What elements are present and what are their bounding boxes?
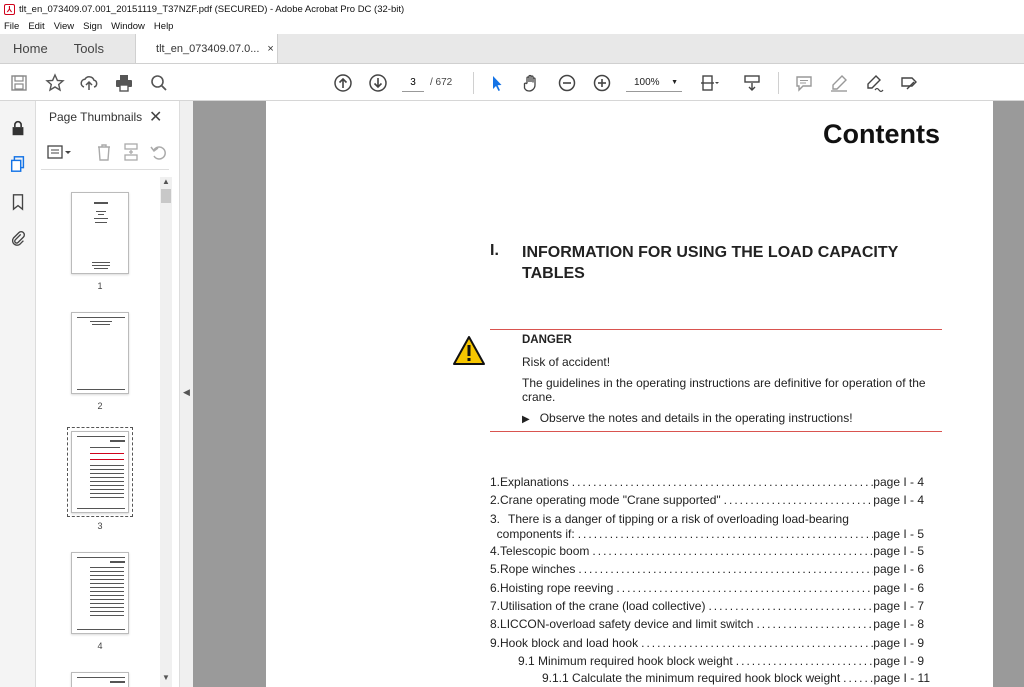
toc-text: components if: [496,527,575,541]
danger-line-3-text: Observe the notes and details in the operating instructions! [539,411,853,425]
danger-line-2: The guidelines in the operating instructions are definitive for operation of the crane. [522,376,926,404]
fill-sign-icon[interactable] [898,72,920,94]
page-fit-icon[interactable] [698,72,720,94]
contents-heading: Contents [823,119,940,149]
toc-leader [589,544,873,558]
toc-leader [613,581,873,595]
attachment-icon[interactable] [7,227,29,249]
toc-leader [575,527,874,541]
toc-entry[interactable] [490,617,924,631]
toc-entry[interactable] [490,475,924,489]
toolbar [0,64,1024,101]
toc-entry[interactable] [518,654,924,668]
delete-page-icon[interactable] [95,142,113,165]
toc-text: Utilisation of the crane (load collective) [500,599,706,613]
thumbnail-page-5[interactable] [71,672,129,687]
highlight-pen-icon[interactable] [828,72,850,94]
window-title: tlt_en_073409.07.001_20151119_T37NZF.pdf (SECURED) - Adobe Acrobat Pro DC (32-bit) [19,3,405,15]
scrollbar-thumb[interactable] [161,189,171,203]
thumbnail-page-3[interactable] [71,431,129,513]
danger-line-1: Risk of accident! [522,355,611,369]
toc-leader [840,671,873,685]
thumbnails-panel [37,101,179,687]
tab-document[interactable] [135,34,278,63]
scroll-down-icon[interactable]: ▼ [162,673,170,682]
toc-entry[interactable] [490,599,924,613]
tab-document-label: tlt_en_073409.07.0... [156,42,260,55]
print-icon[interactable] [113,72,135,94]
warning-triangle-icon [452,335,486,367]
save-icon[interactable] [8,72,30,94]
lock-icon[interactable] [7,117,29,139]
close-tab-icon[interactable]: × [267,42,274,55]
toc-entry[interactable] [490,562,924,576]
search-zoom-icon[interactable] [148,72,170,94]
document-viewer[interactable] [193,101,1024,687]
acrobat-logo-icon: ⅄ [4,4,15,15]
bookmark-star-icon[interactable] [44,72,66,94]
toc-entry[interactable] [542,671,930,685]
toc-page: page I - 6 [873,581,924,595]
danger-line-3 [522,411,853,425]
undo-icon[interactable] [149,142,167,165]
toc-leader [638,636,873,650]
toc-num: 2. [490,493,501,507]
tab-home[interactable]: Home [13,41,48,56]
toc-leader [753,617,873,631]
toc-page: page I - 9 [873,654,924,668]
sign-pen-icon[interactable] [863,72,885,94]
collapse-panel-icon[interactable]: ◀ [183,387,190,397]
section-number: I. [490,242,499,259]
menu-window[interactable]: Window [111,20,145,32]
comment-icon[interactable] [793,72,815,94]
toc-num: 4. [490,544,501,558]
toc-leader [721,493,874,507]
scroll-mode-icon[interactable] [741,72,763,94]
insert-page-icon[interactable] [122,142,140,165]
toc-text: 9.1 Minimum required hook block weight [518,654,733,668]
toc-num: 9. [490,636,501,650]
page-total: / 672 [430,77,453,88]
toolbar-divider [778,72,779,94]
toc-leader [575,562,873,576]
toc-num: 8. [490,617,501,631]
toc-entry[interactable] [490,544,924,558]
left-rail [0,101,36,687]
upload-cloud-icon[interactable] [78,72,100,94]
toc-text: Rope winches [500,562,576,576]
title-bar [0,0,1024,18]
toc-text: Explanations [500,475,569,489]
toc-entry[interactable] [490,581,924,595]
menu-file[interactable]: File [4,20,20,32]
page-number-input[interactable] [402,74,424,92]
toc-page: page I - 4 [873,475,924,489]
toc-leader [705,599,873,613]
toc-leader [569,475,874,489]
tools-separator [41,169,169,170]
zoom-in-icon[interactable] [591,72,613,94]
toc-entry[interactable] [490,527,924,541]
toc-text: LICCON-overload safety device and limit switch [500,617,754,631]
toc-page: page I - 9 [873,636,924,650]
thumbnail-page-1[interactable] [71,192,129,274]
toc-text: Hook block and load hook [500,636,639,650]
menu-edit[interactable]: Edit [28,20,45,32]
zoom-level-value: 100% [634,77,660,88]
toc-text: 9.1.1 Calculate the minimum required hook block weight [542,671,841,685]
panel-title: Page Thumbnails [49,110,143,124]
toc-text: Telescopic boom [500,544,590,558]
toc-entry[interactable] [490,512,924,526]
scroll-up-icon[interactable]: ▲ [162,177,170,186]
toc-text: There is a danger of tipping or a risk of overloading load-bearing [508,512,849,526]
zoom-level-dropdown[interactable] [626,74,682,92]
panel-collapse-strip[interactable] [179,101,193,687]
menu-view[interactable]: View [53,20,75,32]
menu-help[interactable]: Help [153,20,174,32]
close-panel-icon[interactable]: ✕ [149,109,163,126]
toc-entry[interactable] [490,493,924,507]
thumbnail-label: 4 [97,641,103,651]
thumbnail-label: 1 [97,281,103,291]
tab-bar [0,34,1024,64]
tab-tools[interactable]: Tools [73,41,105,56]
toc-page: page I - 4 [873,493,924,507]
toc-page: page I - 6 [873,562,924,576]
thumbnail-scrollbar[interactable] [160,177,172,687]
toc-page: page I - 7 [873,599,924,613]
panel-tools [47,141,173,163]
toc-num: 1. [490,475,501,489]
document-scrollbar[interactable] [1012,101,1024,687]
toc-page: page I - 11 [873,671,930,685]
bullet-triangle-icon: ▶ [522,414,530,425]
toc-num: 5. [490,562,501,576]
thumbnail-page-2[interactable] [71,312,129,394]
toc-page: page I - 8 [873,617,924,631]
previous-page-icon[interactable] [332,72,354,94]
page-thumbnails-icon[interactable] [7,153,29,175]
toolbar-divider [473,72,474,94]
toc-num: 7. [490,599,501,613]
thumbnail-page-4[interactable] [71,552,129,634]
toc-num [490,527,497,541]
thumbnail-label: 2 [97,401,103,411]
toc-num: 3. [490,512,501,526]
bookmark-icon[interactable] [7,191,29,213]
pdf-page [266,101,993,687]
select-cursor-icon[interactable] [486,72,508,94]
chevron-down-icon: ▼ [671,79,678,86]
toc-num: 6. [490,581,501,595]
toc-page: page I - 5 [873,527,924,541]
section-title: INFORMATION FOR USING THE LOAD CAPACITY TABLES [522,244,898,282]
toc-leader [733,654,874,668]
toc-entry[interactable] [490,636,924,650]
danger-bottom-rule [490,431,942,432]
thumbnail-label: 3 [97,521,103,531]
toc-page: page I - 5 [873,544,924,558]
danger-top-rule [490,329,942,330]
thumbnail-options-icon[interactable] [47,143,73,164]
danger-label: DANGER [522,334,572,346]
menu-bar [0,18,1024,34]
toc-text: Crane operating mode "Crane supported" [500,493,721,507]
hand-tool-icon[interactable] [520,72,542,94]
toc-text: Hoisting rope reeving [500,581,614,595]
zoom-out-icon[interactable] [556,72,578,94]
next-page-icon[interactable] [367,72,389,94]
menu-sign[interactable]: Sign [83,20,103,32]
